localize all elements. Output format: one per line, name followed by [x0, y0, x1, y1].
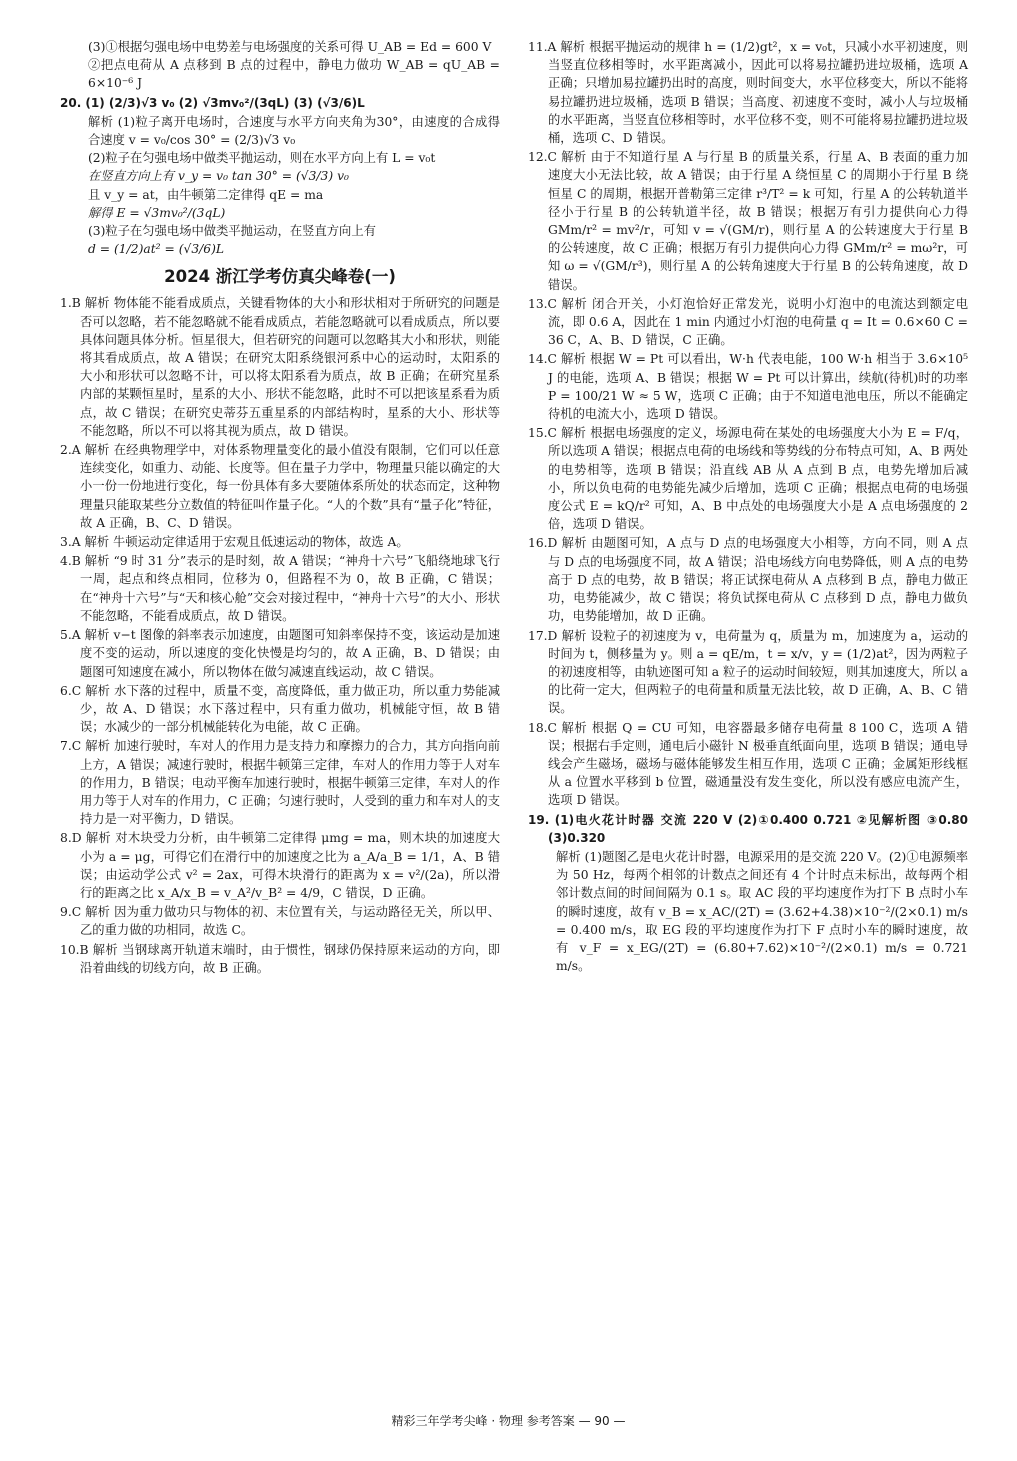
text-line: 解析 (1)粒子离开电场时，合速度与水平方向夹角为30°，由速度的合成得合速度 v = v₀/cos 30° = (2/3)√3 v₀ — [88, 114, 500, 148]
answer-19-part3 — [60, 38, 500, 93]
answer-19-explanation: 解析 (1)题图乙是电火花计时器，电源采用的是交流 220 V。(2)①电源频率为 50 Hz，每两个相邻的计数点之间还有 4 个计时点未标出，故每两个相邻计数点间的时间间隔为 0.1 s。取 AC 段的平均速度作为打下 B 点时小车的瞬时速度，故有 v_B = x_AC/(2T) = (3.62+4.38)×10⁻²/(2×0.1) m/s = 0.400 m/s，取 EG 段的平均速度作为打下 F 点时小车的瞬时速度，故有 v_F = x_EG/(2T) = (6.80+7.62)×10⁻²/(2×0.1) m/s = 0.721 m/s。 — [556, 849, 968, 974]
formula-line: 解得 E = √3mv₀²/(3qL) — [88, 205, 226, 220]
text-line: ②把点电荷从 A 点移到 B 点的过程中，静电力做功 W_AB = qU_AB = 6×10⁻⁶ J — [88, 58, 500, 91]
right-column — [528, 38, 968, 976]
answer-20-explanation — [60, 113, 500, 259]
formula-line: 在竖直方向上有 v_y = v₀ tan 30° = (√3/3) v₀ — [88, 169, 349, 184]
answer-20-header: 20. (1) (2/3)√3 v₀ (2) √3mv₀²/(3qL) (3) (√3/6)L — [60, 95, 365, 110]
answer-item: 11.A 解析 根据平抛运动的规律 h = (1/2)gt²，x = v₀t，只减小水平初速度，则当竖直位移相等时，水平距离减小，因此可以将易拉罐扔进垃圾桶，选项 A 正确；只增加易拉罐扔出时的高度，则时间变大，水平位移变大，所以不能将易拉罐扔进垃圾桶，选项 B 错误；当高度、初速度不变时，减小人与垃圾桶的水平距离，当竖直位移相等时，水平位移不变，则不可能将易拉罐扔进垃圾桶，选项 C、D 错误。 — [528, 40, 968, 146]
answer-item: 14.C 解析 根据 W = Pt 可以看出，W·h 代表电能，100 W·h 相当于 3.6×10⁵ J 的电能，选项 A、B 错误；根据 W = Pt 可以计算出，续航(待机)时的功率 P = 100/21 W ≈ 5 W，选项 C 正确；由于不知道电池电压，所以不能确定待机的电流大小，选项 D 错误。 — [528, 352, 968, 422]
text-line: (3)粒子在匀强电场中做类平抛运动，在竖直方向上有 — [88, 224, 376, 239]
answer-item: 16.D 解析 由题图可知，A 点与 D 点的电场强度大小相等，方向不同，则 A 点与 D 点的电场强度不同，故 A 错误；沿电场线方向电势降低，则 A 点的电势高于 D 点的电势，故 B 错误；将正试探电荷从 A 点移到 B 点，静电力做正功，电势能减少，故 C 错误；将负试探电荷从 C 点移到 D 点，静电力做负功，电势能增加，故 D 正确。 — [528, 536, 968, 624]
answer-item: 18.C 解析 根据 Q = CU 可知，电容器最多储存电荷量 8 100 C，选项 A 错误；根据右手定则，通电后小磁针 N 极垂直纸面向里，选项 B 错误；通电导线会产生磁场，磁场与磁体能够发生相互作用，选项 C 正确；金属矩形线框从 a 位置水平移到 b 位置，磁通量没有发生变化，所以没有感应电流产生，选项 D 错误。 — [528, 720, 968, 808]
text-line: (2)粒子在匀强电场中做类平抛运动，则在水平方向上有 L = v₀t — [88, 151, 436, 166]
answer-item: 3.A 解析 牛顿运动定律适用于宏观且低速运动的物体，故选 A。 — [60, 535, 409, 550]
text-line: (3)①根据匀强电场中电势差与电场强度的关系可得 U_AB = Ed = 600 V — [88, 40, 492, 54]
answer-item: 7.C 解析 加速行驶时，车对人的作用力是支持力和摩擦力的合力，其方向指向前上方，A 错误；减速行驶时，根据牛顿第三定律，车对人的作用力等于人对车的作用力，B 错误；电动平衡车加速行驶时，根据牛顿第三定律，车对人的作用力等于人对车的作用力，C 正确；匀速行驶时，人受到的重力和车对人的支持力是一对平衡力，D 错误。 — [60, 739, 500, 827]
answer-item: 8.D 解析 对木块受力分析，由牛顿第二定律得 μmg = ma，则木块的加速度大小为 a = μg，可得它们在滑行中的加速度之比为 a_A/a_B = 1/1，A、B 错误；由运动学公式 v² = 2ax，可得木块滑行的距离为 x = v²/(2a)，所以滑行的距离之比 x_A/x_B = v_A²/v_B² = 4/9，C 错误，D 正确。 — [60, 831, 500, 900]
answer-item: 10.B 解析 当钢球离开轨道末端时，由于惯性，钢球仍保持原来运动的方向，即沿着曲线的切线方向，故 B 正确。 — [60, 942, 500, 975]
answer-item: 13.C 解析 闭合开关，小灯泡恰好正常发光，说明小灯泡中的电流达到额定电流，即 0.6 A，因此在 1 min 内通过小灯泡的电荷量 q = It = 0.6×60 C = 36 C，A、B、D 错误，C 正确。 — [528, 296, 968, 348]
page-footer: 精彩三年学考尖峰 · 物理 参考答案 — 90 — — [391, 1414, 626, 1428]
answer-item: 1.B 解析 物体能不能看成质点，关键看物体的大小和形状相对于所研究的问题是否可以忽略，若不能忽略就不能看成质点，若能忽略就可以看成质点，所以要具体问题具体分析。恒星很大，但若研究的问题可以忽略其大小和形状，则能将其看成质点，故 A 错误；在研究太阳系绕银河系中心的运动时，太阳系的大小和形状可以忽略不计，可以将太阳系看为质点，故 B 正确；在研究星系内部的某颗恒星时，星系的大小、形状不能忽略，此时不可以把该星系看为质点，故 C 错误；在研究史蒂芬五重星系的内部结构时，星系的大小、形状等不能忽略，所以不可以将其视为质点，故 D 错误。 — [60, 296, 500, 438]
answer-item: 15.C 解析 根据电场强度的定义，场源电荷在某处的电场强度大小为 E = F/q，所以选项 A 错误；根据点电荷的电场线和等势线的分布特点可知，A、B 两处的电势相等，选项 B 错误；沿直线 AB 从 A 点到 B 点，电势先增加后减小，所以负电荷的电势能先减少后增加，选项 C 正确；根据点电荷的电场强度公式 E = kQ/r² 可知，A、B 中点处的电场强度大小是 A 点电场强度的 2 倍，选项 D 错误。 — [528, 426, 968, 532]
answer-19-header: 19. (1)电火花计时器 交流 220 V (2)①0.400 0.721 ②见解析图 ③0.80 (3)0.320 — [528, 812, 968, 845]
answer-item: 5.A 解析 v−t 图像的斜率表示加速度，由题图可知斜率保持不变，该运动是加速度不变的运动，所以速度的变化快慢是均匀的，故 A 正确，B、D 错误；由题图可知速度在减小，所以物体在做匀减速直线运动，故 C 错误。 — [60, 628, 500, 679]
formula-line: d = (1/2)at² = (√3/6)L — [88, 242, 225, 257]
section-title: 2024 浙江学考仿真尖峰卷(一) — [164, 267, 396, 287]
answer-item: 4.B 解析 “9 时 31 分”表示的是时刻，故 A 错误；“神舟十六号”飞船绕地球飞行一周，起点和终点相同，位移为 0，但路程不为 0，故 B 正确，C 错误；在“神舟十六号”与“天和核心舱”交会对接过程中，“神舟十六号”的大小、形状不能忽略，不能看成质点，故 D 错误。 — [60, 554, 500, 623]
answer-item: 17.D 解析 设粒子的初速度为 v，电荷量为 q，质量为 m，加速度为 a，运动的时间为 t，侧移量为 y。则 a = qE/m，t = x/v，y = (1/2)at²，因为两粒子的初速度相等，由轨迹图可知 a 粒子的运动时间较短，则其加速度大，所以 a 的比荷一定大，但两粒子的电荷量和质量无法比较，故 D 正确，A、B、C 错误。 — [528, 628, 968, 716]
answer-item: 9.C 解析 因为重力做功只与物体的初、末位置有关，与运动路径无关，所以甲、乙的重力做的功相同，故选 C。 — [60, 905, 500, 938]
text-line: 且 v_y = at，由牛顿第二定律得 qE = ma — [88, 187, 324, 202]
answer-item: 6.C 解析 水下落的过程中，质量不变，高度降低，重力做正功，所以重力势能减少，故 A、D 错误；水下落过程中，只有重力做功，机械能守恒，故 B 错误；水减少的一部分机械能转化为电能，故 C 正确。 — [60, 683, 500, 735]
answer-20 — [60, 94, 500, 112]
answer-item: 12.C 解析 由于不知道行星 A 与行星 B 的质量关系，行星 A、B 表面的重力加速度大小无法比较，故 A 错误；由于行星 A 绕恒星 C 的周期小于行星 B 绕恒星 C 的周期，根据开普勒第三定律 r³/T² = k 可知，行星 A 的公转轨道半径小于行星 B 的公转轨道半径，故 B 错误；根据万有引力提供向心力得 GMm/r² = mv²/r，可知 v = √(GM/r)，则行星 A 的公转速度大于行星 B 的公转速度，故 C 正确；根据万有引力提供向心力得 GMm/r² = mω²r，可知 ω = √(GM/r³)，则行星 A 的公转角速度大于行星 B 的公转角速度，故 D 错误。 — [528, 150, 968, 292]
answer-item: 2.A 解析 在经典物理学中，对体系物理量变化的最小值没有限制，它们可以任意连续变化，如重力、动能、长度等。但在量子力学中，物理量只能以确定的大小一份一份地进行变化，每一份具体有多大要随体系所处的状态而定，这种物理量只能取某些分立数值的特征叫作量子化。“人的个数”具有“量子化”特征，故 A 正确，B、C、D 错误。 — [60, 443, 500, 530]
left-column — [60, 38, 500, 978]
